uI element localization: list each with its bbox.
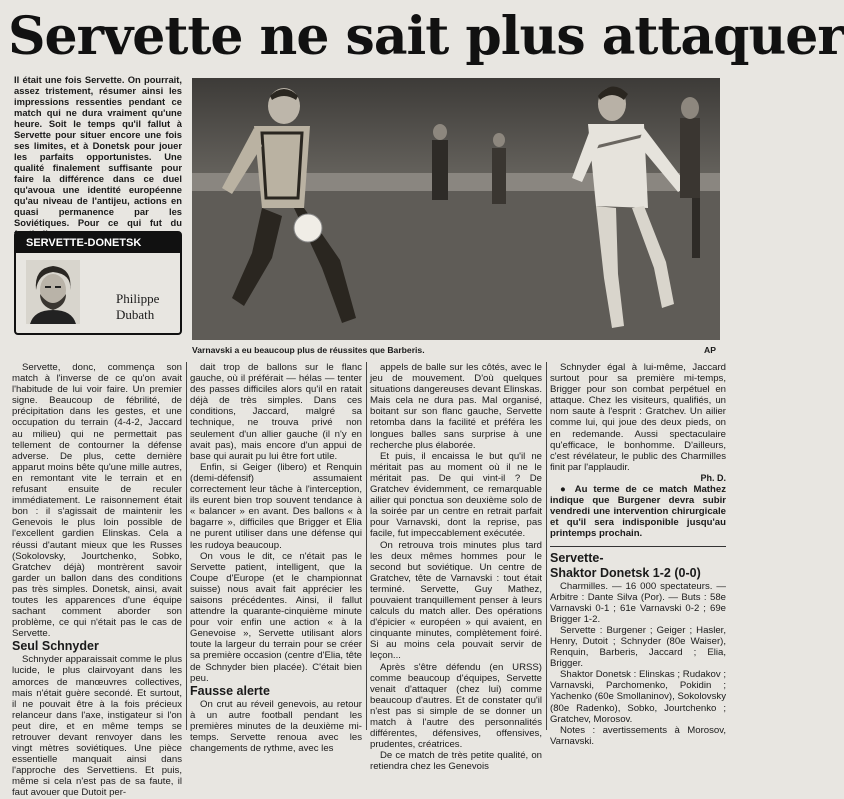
paragraph: Enfin, si Geiger (libero) et Renquin (demi-défensif) assumaient correctement leur tâche à l'interception, ils eurent bien trop souvent tendance à « balancer » en avant. Des ballons « à bagarre », difficiles que Brigger et Elia ne purent utiliser dans une défense qui les rudoya beaucoup. [190,461,362,551]
paragraph: On crut au réveil genevois, au retour à un autre football pendant les premières minutes de la deuxième mi-temps. Servette renoua avec les changements de rythme, avec les [190,698,362,755]
score-heading: Servette- Shaktor Donetsk 1-2 (0-0) [550,550,701,580]
column-3 [370,362,542,773]
match-facts-box [550,546,726,747]
paragraph: Schnyder égal à lui-même, Jaccard surtout pour sa première mi-temps, Brigger pour son combat perpétuel en attaque. Chez les visiteurs, qualifiés, un nom saute à l'esprit : Gratchev. Un ailier comme lui, qui joue des deux pieds, on en redemande. Aussi spectaculaire qu'efficace, le bonhomme. D'ailleurs, c'est révélateur, le public des Charmilles finit par l'applaudir. [550,362,726,473]
author-portrait [26,260,80,324]
column-4 [550,362,726,747]
author-signature: Ph. D. [700,472,726,483]
subheading-fausse-alerte: Fausse alerte [190,683,270,698]
paragraph: Et puis, il encaissa le but qu'il ne méritait pas au moment où il ne le méritait pas. De qui vint-il ? De Gratchev évidemment, ce remarquable ailier qui ponctua son deuxième solo de la soirée par un centre en retrait parfait pour Varnavski, dont la reprise, pas facile, fut impeccablement exécutée. [370,450,542,540]
paragraph: Servette, donc, commença son match à l'inverse de ce qu'on avait l'habitude de lui voir faire. Un premier signe. Beaucoup de fébrilité, de précipitation dans les gestes, et une occupation du terrain (4-4-2, Jaccard au milieu) qui ne permettait pas tellement de contourner la défense adverse. De plus, cette dernière apparut moins bête qu'une mille autres, en remontant vite le terrain et en refusant ensuite de reculer immédiatement. Le raisonnement était bon : il s'agissait de maintenir les Genevois le plus loin possible de l'excellent gardien Elinskas. Cela a réussi d'autant mieux que les Russes (Sokolovsky, Jourtchenko, Sobko, Gratchev déjà) montrèrent savoir garder un ballon dans des conditions pas très simples. Donetsk, ainsi, avait toutes les apparences d'une équipe sachant comment aborder son problème, ce qui n'était pas le cas de Servette. [12,362,182,640]
paragraph: On retrouva trois minutes plus tard les deux mêmes hommes pour le second but soviétique. Un centre de Gratchev, tête de Varnavski : tout était terminé. Servette, Guy Mathez, pouvaient tranquillement penser à leurs calculs du match aller. Des opérations d'épicier « européen » qui avaient, en cinquante minutes, complètement foiré. Si au moins cela pouvait servir de leçon... [370,539,542,662]
byline-box [14,231,182,335]
paragraph: De ce match de très petite qualité, on retiendra chez les Genevois [370,750,542,773]
subheading-seul-schnyder: Seul Schnyder [12,639,99,654]
column-rule [186,362,187,730]
match-photo [192,78,720,340]
match-notes: Notes : avertissements à Morosov, Varnavski. [550,724,726,747]
match-facts: Charmilles. — 16 000 spectateurs. — Arbitre : Dante Silva (Por). — Buts : 58e Varnavski 0-1 ; 61e Varnavski 0-2 ; 69e Brigger 1-2. [550,580,726,625]
column-1 [12,362,182,799]
column-2 [190,362,362,755]
photo-credit: AP [704,345,716,355]
injury-note: ● Au terme de ce match Mathez indique que Burgener devra subir vendredi une intervention chirurgicale et qu'il sera indisponible jusqu'au printemps prochain. [550,484,726,540]
column-rule [366,362,367,730]
paragraph: Après s'être défendu (en URSS) comme beaucoup d'équipes, Servette venait d'attaquer (chez lui) comme beaucoup d'autres. Et de constater qu'il n'est pas si simple de se donner un match à l'autre des personnalités différentes, défensives, offensives, prudentes, créatrices. [370,661,542,751]
servette-lineup: Servette : Burgener ; Geiger ; Hasler, Henry, Dutoit ; Schnyder (80e Waiser), Renquin, Barberis, Jaccard ; Elia, Brigger. [550,624,726,670]
byline-heading: SERVETTE-DONETSK [16,233,180,253]
column-rule [546,362,547,730]
paragraph: Schnyder apparaissait comme le plus lucide, le plus clairvoyant dans les amorces de manœuvres collectives, mais n'était guère secondé. Et surtout, il ne pouvait être à la fois précieux relanceur dans l'axe, instigateur si l'on peut dire, et en même temps se retrouver devant renvoyer dans les vingt mètres soviétiques. Une pièce essentielle manquait ainsi dans l'approche des Servettiens. Et puis, même si cela n'est pas de sa faute, il faut avouer que Dutoit per- [12,654,182,799]
paragraph: appels de balle sur les côtés, avec le jeu de mouvement. D'où quelques situations dangereuses devant Elinskas. Mais cela ne dura pas. Mal organisé, boitant sur son flanc gauche, Servette retomba dans la facilité et préféra les longues balles sans surprise à une recherche plus élaborée. [370,362,542,451]
caption-text: Varnavski a eu beaucoup plus de réussites que Barberis. [192,345,425,355]
author-name: Philippe Dubath [116,291,160,322]
paragraph: dait trop de ballons sur le flanc gauche, où il préférait — hélas — tenter des passes difficiles alors qu'il en ratait déjà de très simples. Dans ces conditions, Jaccard, malgré sa technique, ne trouva privé non seulement d'un allier gauche (il n'y en avait pas), mais encore d'un appui de base qui aurait pu lui être fort utile. [190,362,362,462]
photo-caption [192,343,720,357]
lead-paragraph: Il était une fois Servette. On pourrait, assez tristement, résumer ainsi les impressions ressenties pendant ce match qui ne dura vraiment qu'une heure. Soit le temps qu'il fallut à Servette pour situer encore une fois ses limites, et à Donetsk pour jouer les parfaits opportunistes. Une qualité finalement suffisante pour faire la différence dans ce duel qu'avoua une identité européenne qu'au niveau de l'antijeu, actions en quasi permanence par les Soviétiques. Pour ce qui fut du [14,74,182,228]
paragraph: On vous le dit, ce n'était pas le Servette patient, intelligent, que la Coupe d'Europe (et le championnat suisse) nous avait fait apprécier les saisons précédentes. Ainsi, il fallut attendre la quarante-cinquième minute pour voir enfin une action « à la Genevoise », Servette utilisant alors toute la largeur du terrain pour se créer sa première occasion (centre d'Elia, tête de Schnyder bien placée). C'était bien peu. [190,550,362,684]
donetsk-lineup: Shaktor Donetsk : Elinskas ; Rudakov ; Varnavski, Parchomenko, Pokidin ; Yachenko (60e Smollaninov), Sokolovsky (80e Radenko), Sobko, Jourtchenko ; Gratchev, Morosov. [550,669,726,725]
headline: Servette ne sait plus attaquer [8,6,844,67]
